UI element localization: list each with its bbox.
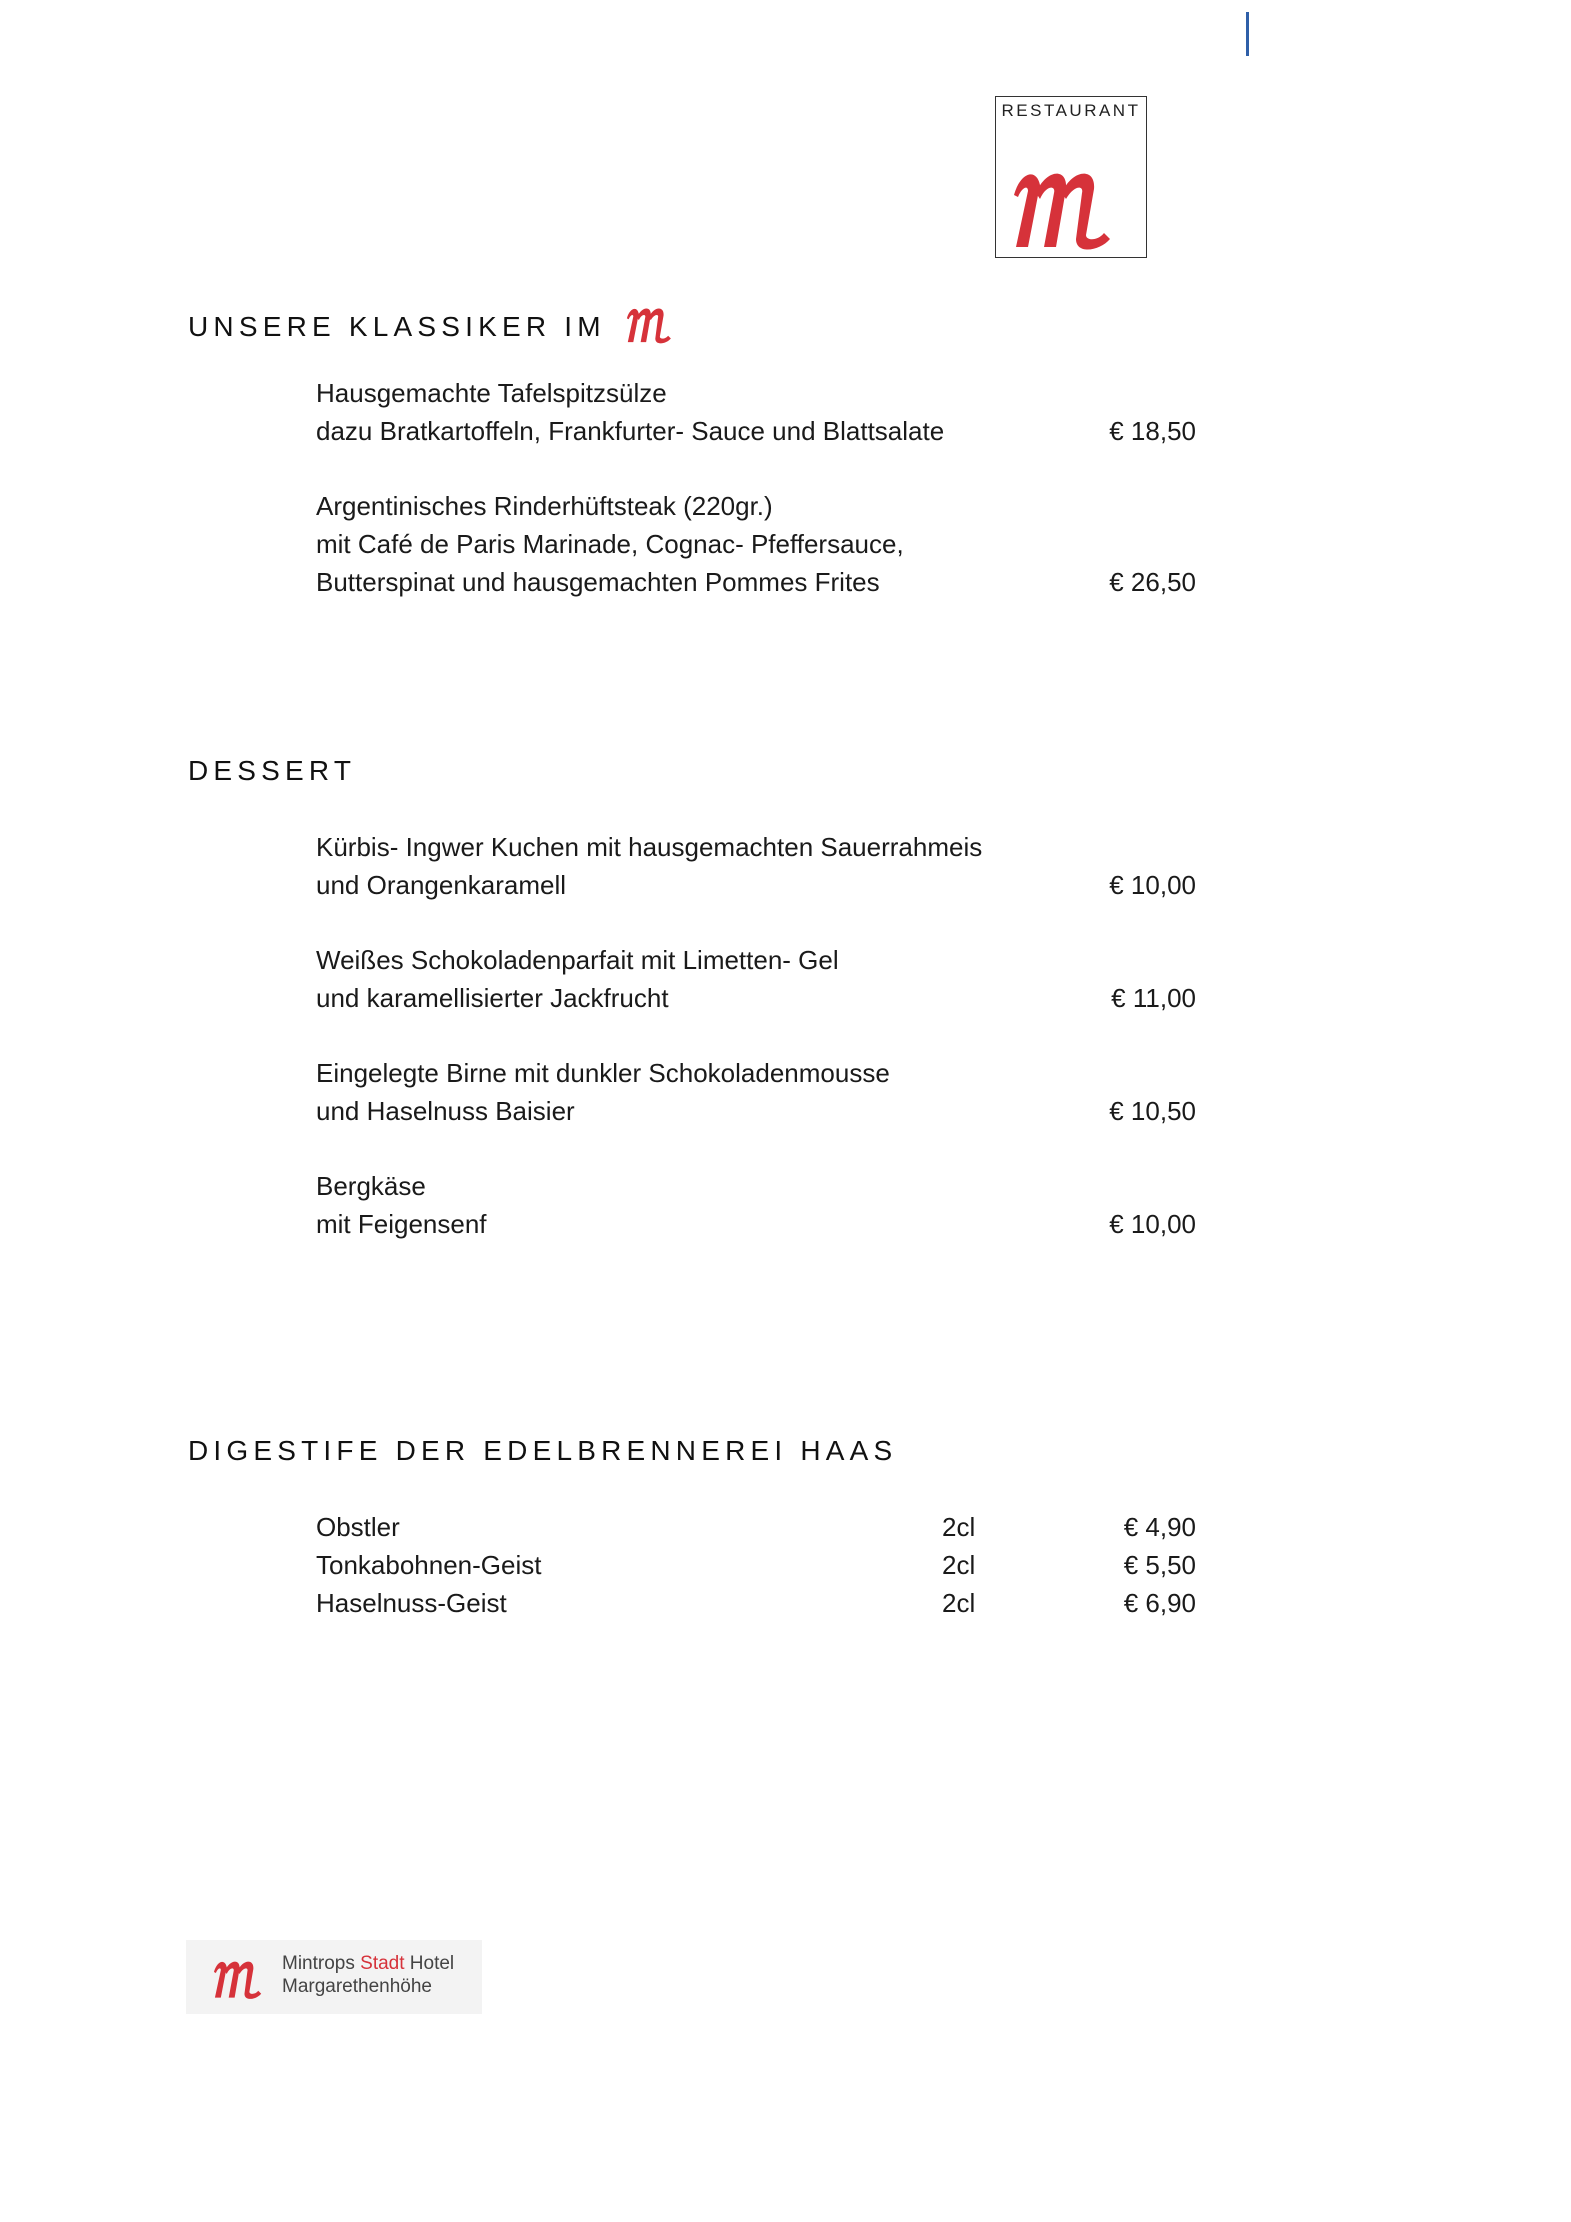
- digestif-price: € 4,90: [1123, 1512, 1196, 1542]
- m-logo-icon: [1006, 155, 1136, 251]
- digestif-price: € 5,50: [1123, 1550, 1196, 1580]
- item-price: € 10,00: [1109, 1209, 1196, 1239]
- m-logo-icon: [623, 300, 683, 344]
- menu-item: [316, 941, 1196, 1017]
- item-line: Butterspinat und hausgemachten Pommes Frites: [316, 567, 880, 597]
- restaurant-logo: [995, 96, 1147, 258]
- menu-item: [316, 487, 1196, 601]
- text-cursor: [1246, 12, 1249, 56]
- logo-text: RESTAURANT: [1001, 101, 1141, 120]
- item-line: Bergkäse: [316, 1171, 426, 1201]
- menu-item: [316, 1167, 1196, 1243]
- item-price: € 10,50: [1109, 1096, 1196, 1126]
- digestif-row: [316, 1584, 1196, 1622]
- menu-item: [316, 1054, 1196, 1130]
- hotel-name-part: Mintrops: [282, 1953, 361, 1974]
- item-price: € 18,50: [1109, 416, 1196, 446]
- section-title-dessert: [188, 755, 356, 787]
- item-line: Hausgemachte Tafelspitzsülze: [316, 378, 667, 408]
- hotel-name-accent: Stadt: [360, 1953, 405, 1974]
- item-price: € 11,00: [1111, 983, 1196, 1013]
- hotel-name: [282, 1953, 454, 1975]
- m-logo-icon: [210, 1952, 274, 2000]
- item-line: Kürbis- Ingwer Kuchen mit hausgemachten Sauerrahmeis: [316, 832, 983, 862]
- menu-item: [316, 374, 1196, 450]
- digestif-row: [316, 1546, 1196, 1584]
- section-title-text: DIGESTIFE DER EDELBRENNEREI HAAS: [188, 1435, 898, 1466]
- hotel-name-part: Hotel: [404, 1953, 455, 1974]
- section-title-text: UNSERE KLASSIKER IM: [188, 311, 606, 342]
- digestif-price: € 6,90: [1123, 1588, 1196, 1618]
- hotel-logo: [186, 1940, 482, 2014]
- section-title-text: DESSERT: [188, 755, 357, 786]
- item-line: Eingelegte Birne mit dunkler Schokoladenmousse: [316, 1058, 890, 1088]
- item-line: mit Café de Paris Marinade, Cognac- Pfeffersauce,: [316, 529, 904, 559]
- item-line: und karamellisierter Jackfrucht: [316, 983, 669, 1013]
- hotel-location: Margarethenhöhe: [282, 1976, 432, 1997]
- item-price: € 10,00: [1109, 870, 1196, 900]
- item-line: und Orangenkaramell: [316, 870, 567, 900]
- menu-item: [316, 828, 1196, 904]
- item-line: Argentinisches Rinderhüftsteak (220gr.): [316, 491, 773, 521]
- digestif-volume: 2cl: [942, 1512, 976, 1542]
- digestif-volume: 2cl: [942, 1588, 976, 1618]
- digestif-row: [316, 1508, 1196, 1546]
- digestif-name: Haselnuss-Geist: [316, 1588, 507, 1618]
- item-line: und Haselnuss Baisier: [316, 1096, 575, 1126]
- item-line: Weißes Schokoladenparfait mit Limetten- Gel: [316, 945, 839, 975]
- item-line: mit Feigensenf: [316, 1209, 487, 1239]
- digestif-name: Obstler: [316, 1512, 400, 1542]
- item-price: € 26,50: [1109, 567, 1196, 597]
- section-title-klassiker: [188, 300, 683, 344]
- digestif-name: Tonkabohnen-Geist: [316, 1550, 542, 1580]
- section-title-digestife: [188, 1435, 897, 1467]
- digestif-volume: 2cl: [942, 1550, 976, 1580]
- item-line: dazu Bratkartoffeln, Frankfurter- Sauce und Blattsalate: [316, 416, 945, 446]
